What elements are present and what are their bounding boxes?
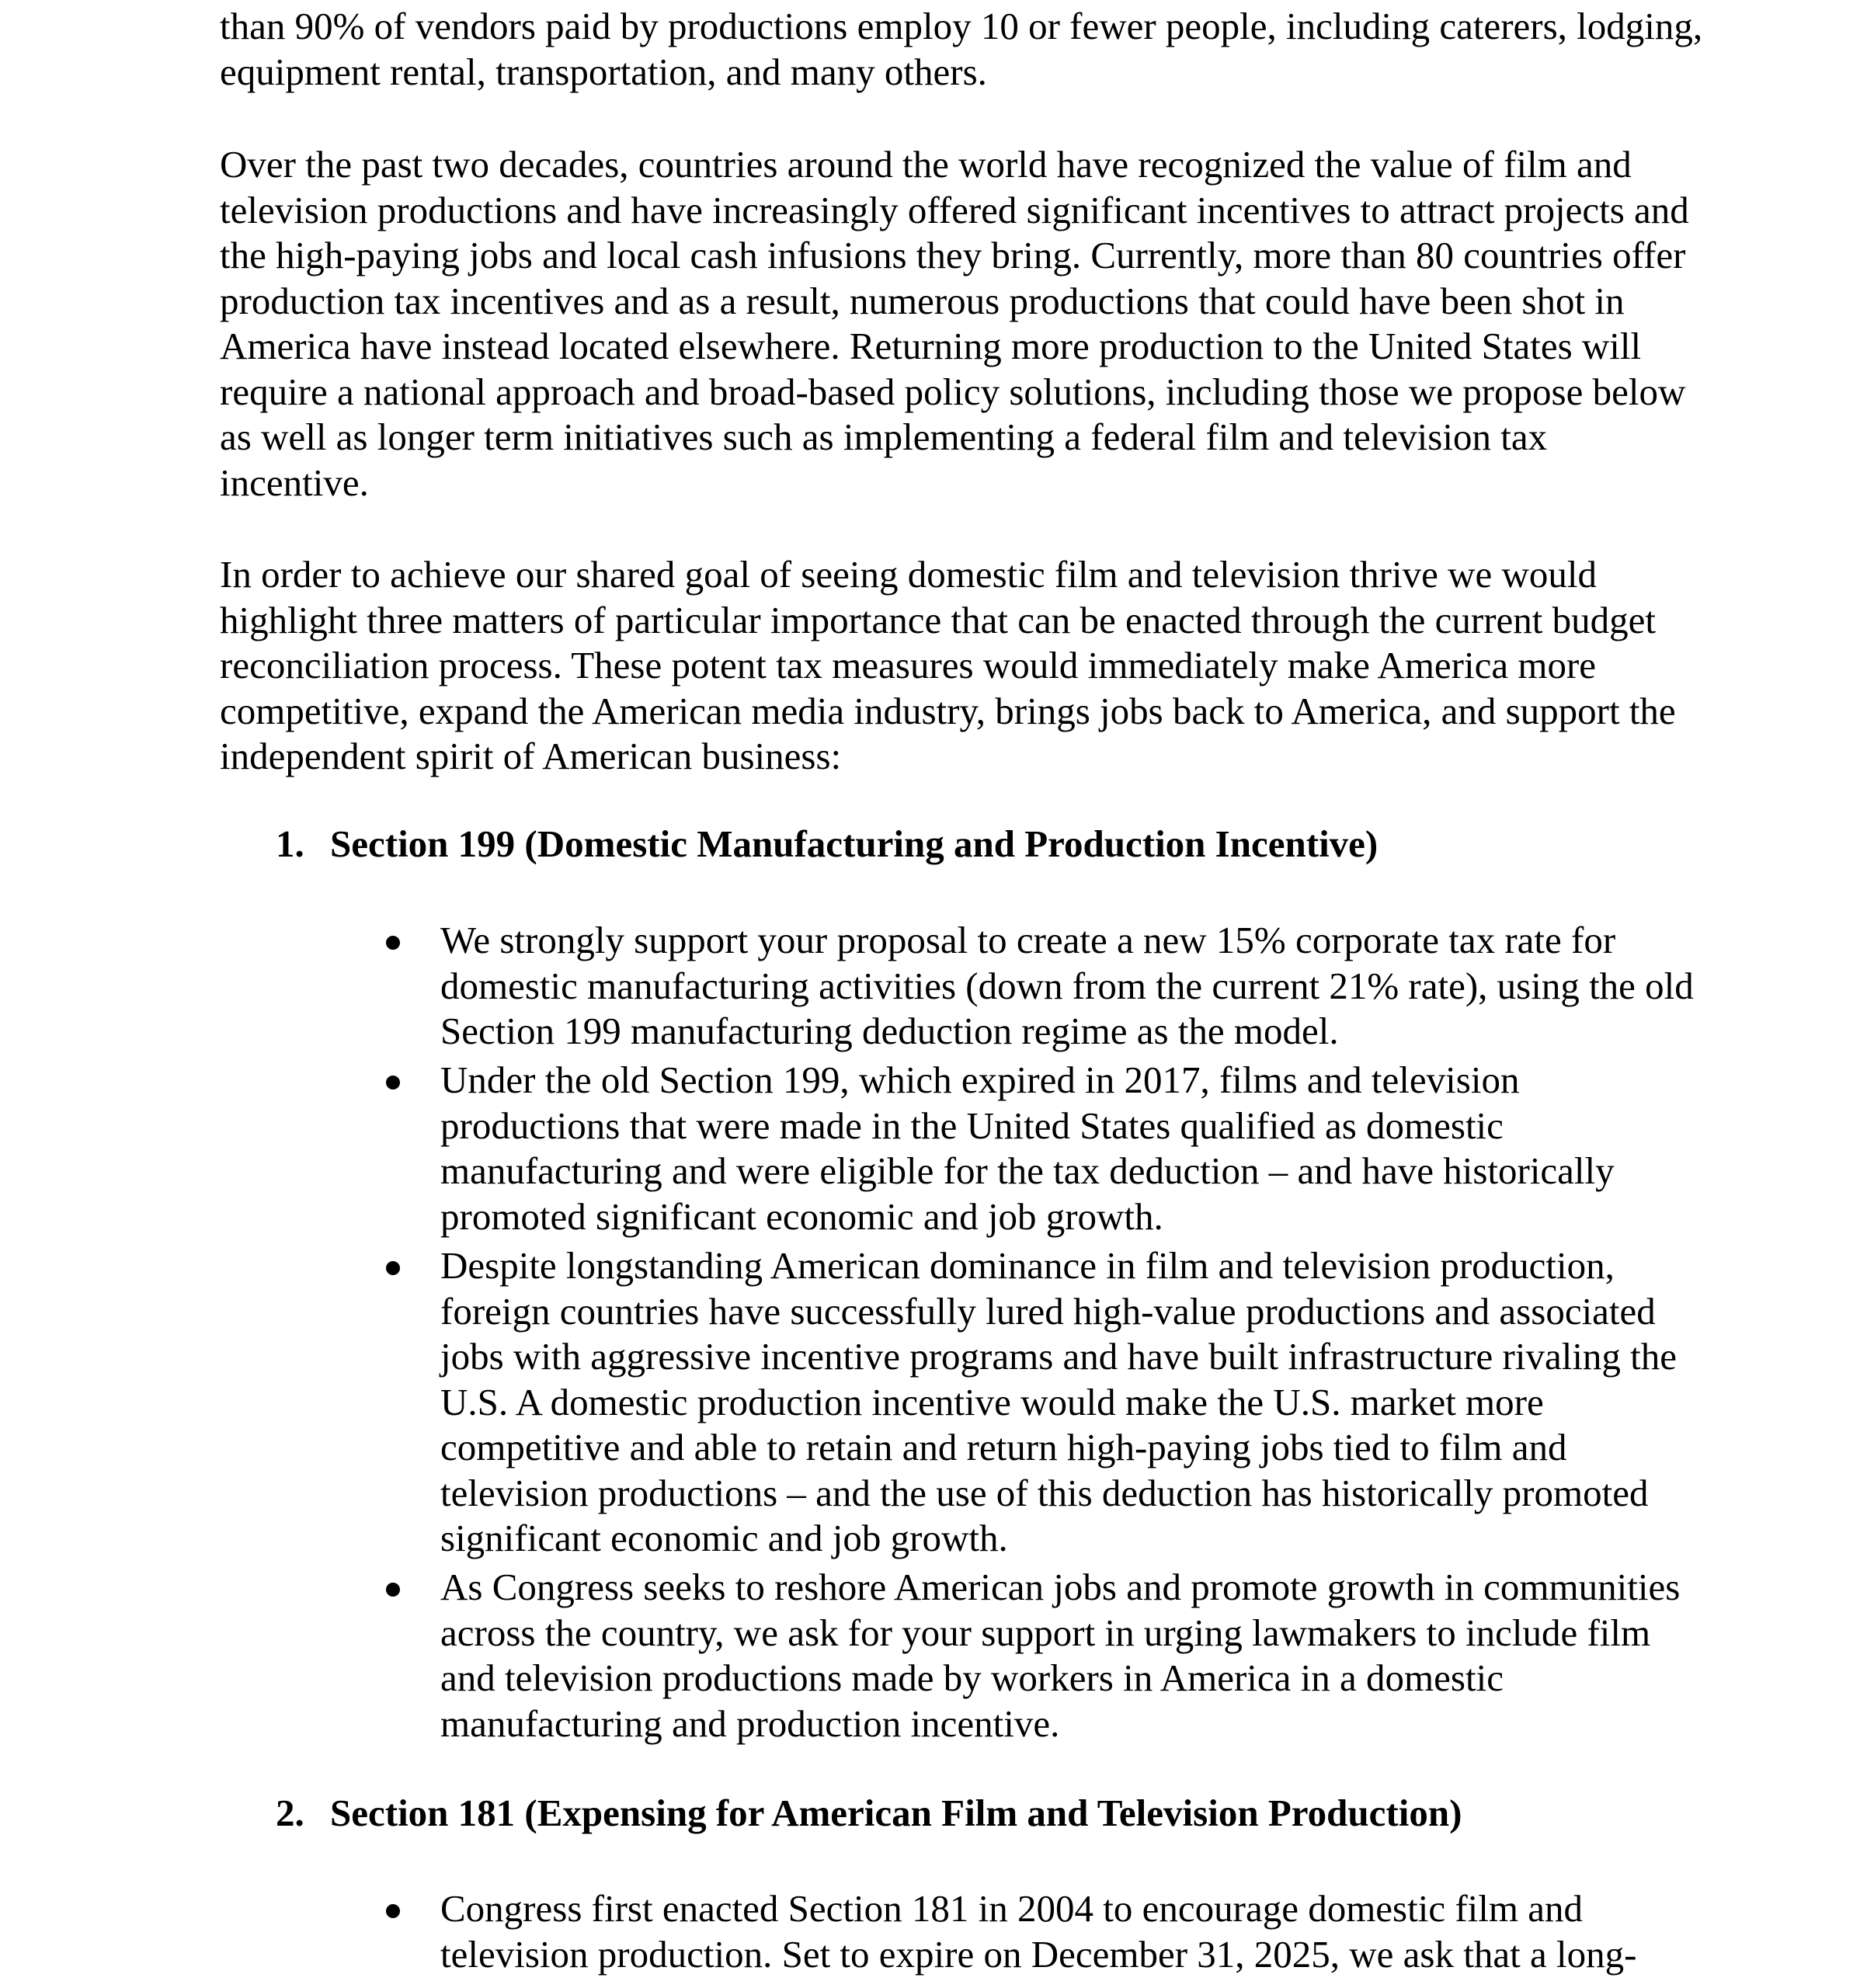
bullet-icon [386,1583,400,1597]
bullet-icon [386,936,400,950]
bullet-line: Despite longstanding American dominance in film and television production, [440,1244,1615,1287]
bullet-line: We strongly support your proposal to create a new 15% corporate tax rate for [440,919,1616,961]
bullet-line: significant economic and job growth. [440,1517,1008,1559]
paragraph-line: as well as longer term initiatives such as implementing a federal film and television tax [220,415,1548,458]
paragraph-line: require a national approach and broad-based policy solutions, including those we propose below [220,370,1686,413]
bullet-line: Section 199 manufacturing deduction regime as the model. [440,1010,1339,1052]
paragraph-line: America have instead located elsewhere. Returning more production to the United States will [220,325,1642,367]
bullet-icon [386,1076,400,1090]
bullet-line: television productions – and the use of this deduction has historically promoted [440,1471,1649,1514]
bullet-icon [386,1261,400,1275]
section-number: 1. [276,822,304,865]
paragraph-line: Over the past two decades, countries around the world have recognized the value of film and [220,143,1632,186]
bullet-line: U.S. A domestic production incentive would make the U.S. market more [440,1380,1544,1423]
section-title: Section 181 (Expensing for American Film and Television Production) [330,1792,1462,1834]
bullet-line: and television productions made by workers in America in a domestic [440,1656,1504,1699]
paragraph-line: the high-paying jobs and local cash infusions they bring. Currently, more than 80 countries offer [220,234,1686,276]
paragraph-line: reconciliation process. These potent tax measures would immediately make America more [220,644,1597,686]
paragraph-line: In order to achieve our shared goal of seeing domestic film and television thrive we would [220,553,1597,596]
paragraph-line: incentive. [220,461,369,504]
section-title: Section 199 (Domestic Manufacturing and Production Incentive) [330,822,1379,865]
bullet-line: manufacturing and production incentive. [440,1701,1060,1745]
paragraph-line: than 90% of vendors paid by productions employ 10 or fewer people, including caterers, lodging, [220,5,1703,47]
bullet-icon [386,1904,400,1918]
paragraph-line: independent spirit of American business: [220,735,842,777]
bullet-line: television production. Set to expire on December 31, 2025, we ask that a long- [440,1932,1637,1976]
section-number: 2. [276,1792,304,1834]
bullet-line: manufacturing and were eligible for the tax deduction – and have historically [440,1149,1615,1192]
paragraph-line: competitive, expand the American media industry, brings jobs back to America, and support the [220,689,1676,732]
paragraph-line: production tax incentives and as a result, numerous productions that could have been shot in [220,279,1625,322]
bullet-line: Under the old Section 199, which expired in 2017, films and television [440,1058,1520,1101]
paragraph-line: equipment rental, transportation, and many others. [220,50,987,93]
bullet-line: As Congress seeks to reshore American jobs and promote growth in communities [440,1566,1681,1608]
bullet-line: foreign countries have successfully lured high-value productions and associated [440,1289,1656,1333]
bullet-line: Congress first enacted Section 181 in 2004 to encourage domestic film and [440,1887,1584,1930]
bullet-line: promoted significant economic and job growth. [440,1194,1163,1238]
paragraph-line: television productions and have increasingly offered significant incentives to attract projects and [220,188,1689,231]
bullet-line: competitive and able to retain and return high-paying jobs tied to film and [440,1426,1567,1468]
paragraph-line: highlight three matters of particular importance that can be enacted through the current budget [220,598,1657,641]
bullet-line: across the country, we ask for your support in urging lawmakers to include film [440,1611,1651,1654]
bullet-line: domestic manufacturing activities (down from the current 21% rate), using the old [440,964,1694,1007]
bullet-line: jobs with aggressive incentive programs and have built infrastructure rivaling the [440,1335,1678,1378]
bullet-line: productions that were made in the United States qualified as domestic [440,1103,1504,1147]
